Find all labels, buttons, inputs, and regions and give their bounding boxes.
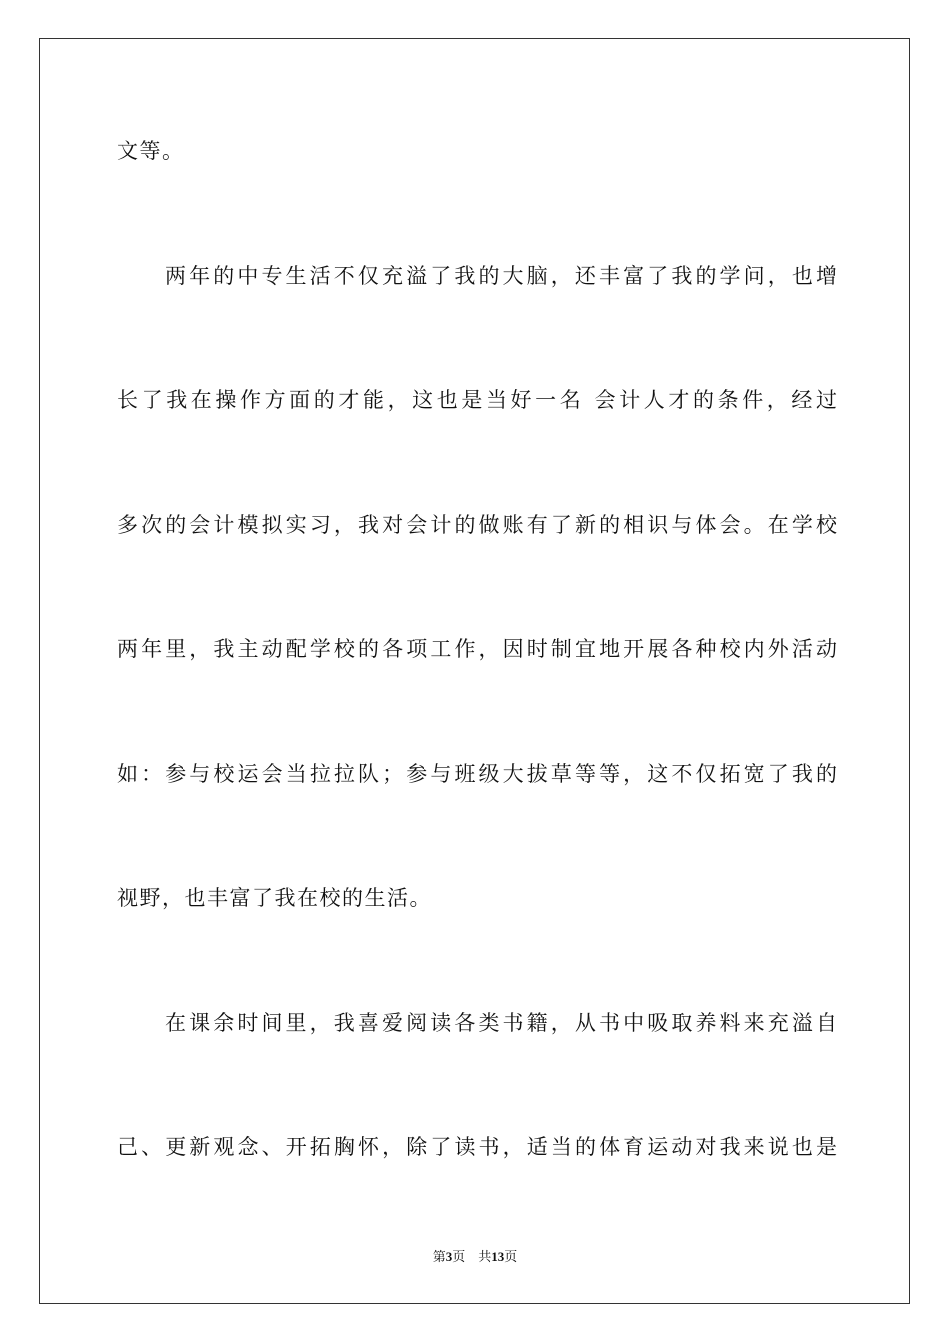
page-suffix: 页 <box>452 1249 466 1264</box>
text-line-8: 在课余时间里，我喜爱阅读各类书籍，从书中吸取养料来充溢自 <box>165 1011 837 1035</box>
total-prefix: 共 <box>478 1249 492 1264</box>
text-line-6: 如：参与校运会当拉拉队；参与班级大拔草等等，这不仅拓宽了我的 <box>117 762 837 786</box>
text-line-1: 文等。 <box>117 139 185 163</box>
page-footer <box>0 1248 950 1266</box>
text-line-3: 长了我在操作方面的才能，这也是当好一名 会计人才的条件，经过 <box>117 388 837 412</box>
text-line-5: 两年里，我主动配学校的各项工作，因时制宜地开展各种校内外活动 <box>117 637 837 661</box>
text-line-4: 多次的会计模拟实习，我对会计的做账有了新的相识与体会。在学校 <box>117 513 837 537</box>
total-pages: 13 <box>491 1249 505 1264</box>
page-prefix: 第 <box>432 1249 446 1264</box>
text-line-9: 己、更新观念、开拓胸怀，除了读书，适当的体育运动对我来说也是 <box>117 1135 837 1159</box>
page-number: 3 <box>445 1249 453 1264</box>
text-line-2: 两年的中专生活不仅充溢了我的大脑，还丰富了我的学问，也增 <box>165 264 837 288</box>
text-line-7: 视野，也丰富了我在校的生活。 <box>117 886 432 910</box>
total-suffix: 页 <box>504 1249 518 1264</box>
page-frame <box>39 38 910 1304</box>
